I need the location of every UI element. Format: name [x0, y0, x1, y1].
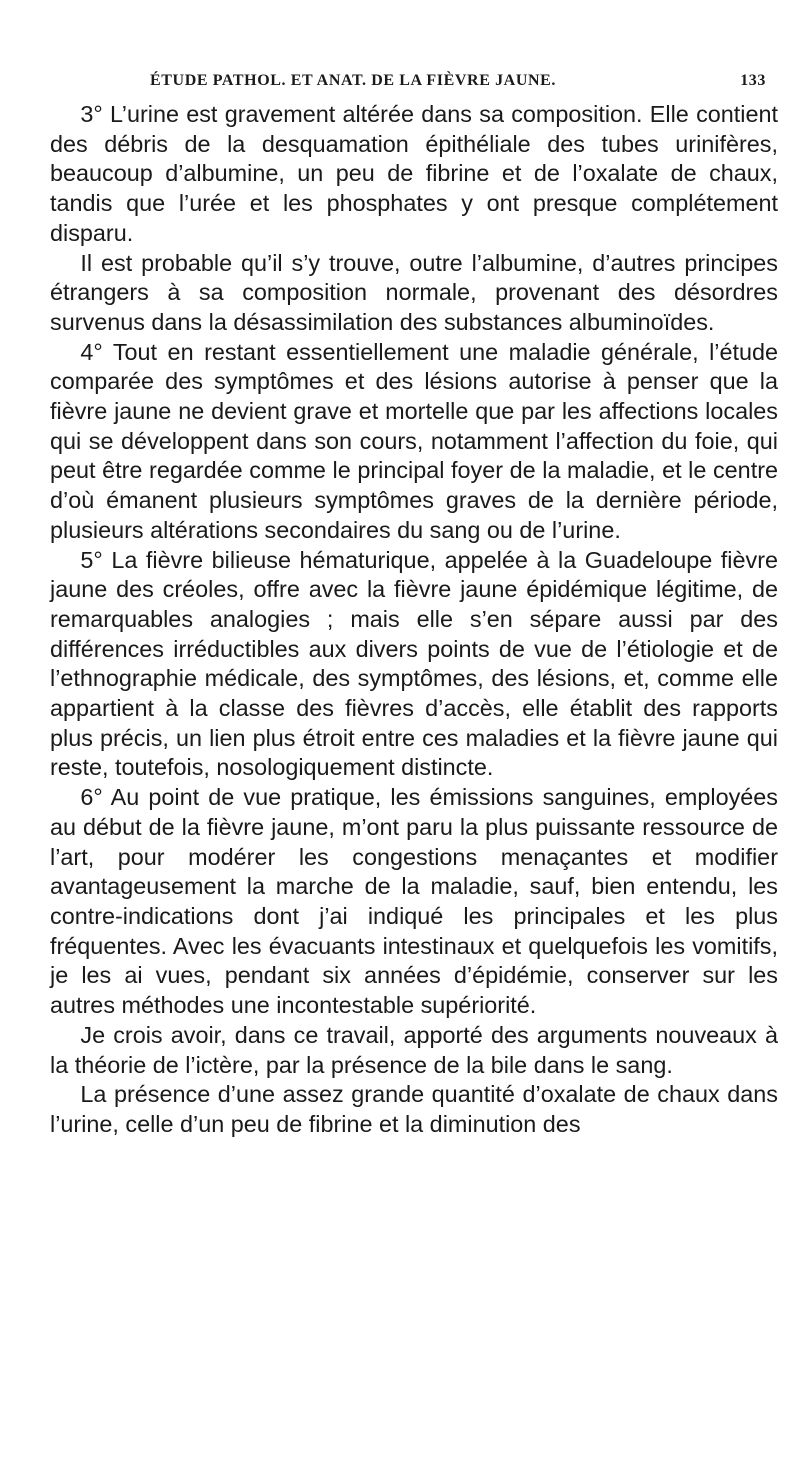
paragraph-icterus: Je crois avoir, dans ce travail, apporté des arguments nouveaux à la théorie de l’ictère, par la présence de la bile dans le sang. [50, 1021, 778, 1078]
paragraph-conclusion-4: 4° Tout en restant essentiellement une maladie générale, l’étude comparée des symptômes et des lésions autorise à penser que la fièvre jaune ne devient grave et mortelle que par les affections locales qui se développent dans son cours, notamment l’affection du foie, qui peut être regardée comme le principal foyer de la maladie, et le centre d’où émanent plusieurs symptômes graves de la dernière période, plusieurs altérations secondaires du sang ou de l’urine. [50, 338, 778, 543]
paragraph-conclusion-6: 6° Au point de vue pratique, les émissions sanguines, employées au début de la fièvre jaune, m’ont paru la plus puissante ressource de l’art, pour modérer les congestions menaçantes et modifier avantageusement la marche de la maladie, sauf, bien entendu, les contre-indications dont j’ai indiqué les principales et les plus fréquentes. Avec les évacuants intestinaux et quelquefois les vomitifs, je les ai vues, pendant six années d’épidémie, conserver sur les autres méthodes une incontestable supériorité. [50, 784, 778, 1019]
body-text [50, 100, 778, 1140]
paragraph-conclusion-3: 3° L’urine est gravement altérée dans sa composition. Elle contient des débris de la desquamation épithéliale des tubes urinifères, beaucoup d’albumine, un peu de fibrine et de l’oxalate de chaux, tandis que l’urée et les phosphates y ont presque complétement disparu. [50, 101, 778, 246]
page-header [50, 64, 772, 94]
page-number: 133 [740, 72, 766, 89]
paragraph-conclusion-3-continued: Il est probable qu’il s’y trouve, outre l’albumine, d’autres principes étrangers à sa composition normale, provenant des désordres survenus dans la désassimilation des substances albuminoïdes. [50, 249, 778, 335]
paragraph-conclusion-5: 5° La fièvre bilieuse hématurique, appelée à la Guadeloupe fièvre jaune des créoles, offre avec la fièvre jaune épidémique légitime, de remarquables analogies ; mais elle s’en sépare aussi par des différences irréductibles aux divers points de vue de l’étiologie et de l’ethnographie médicale, des symptômes, des lésions, et, comme elle appartient à la classe des fièvres d’accès, elle établit des rapports plus précis, un lien plus étroit entre ces maladies et la fièvre jaune qui reste, toutefois, nosologiquement distincte. [50, 546, 778, 781]
paragraph-oxalate: La présence d’une assez grande quantité d’oxalate de chaux dans l’urine, celle d’un peu de fibrine et la diminution des [50, 1081, 778, 1137]
running-title: ÉTUDE PATHOL. ET ANAT. DE LA FIÈVRE JAUNE. [150, 72, 557, 89]
